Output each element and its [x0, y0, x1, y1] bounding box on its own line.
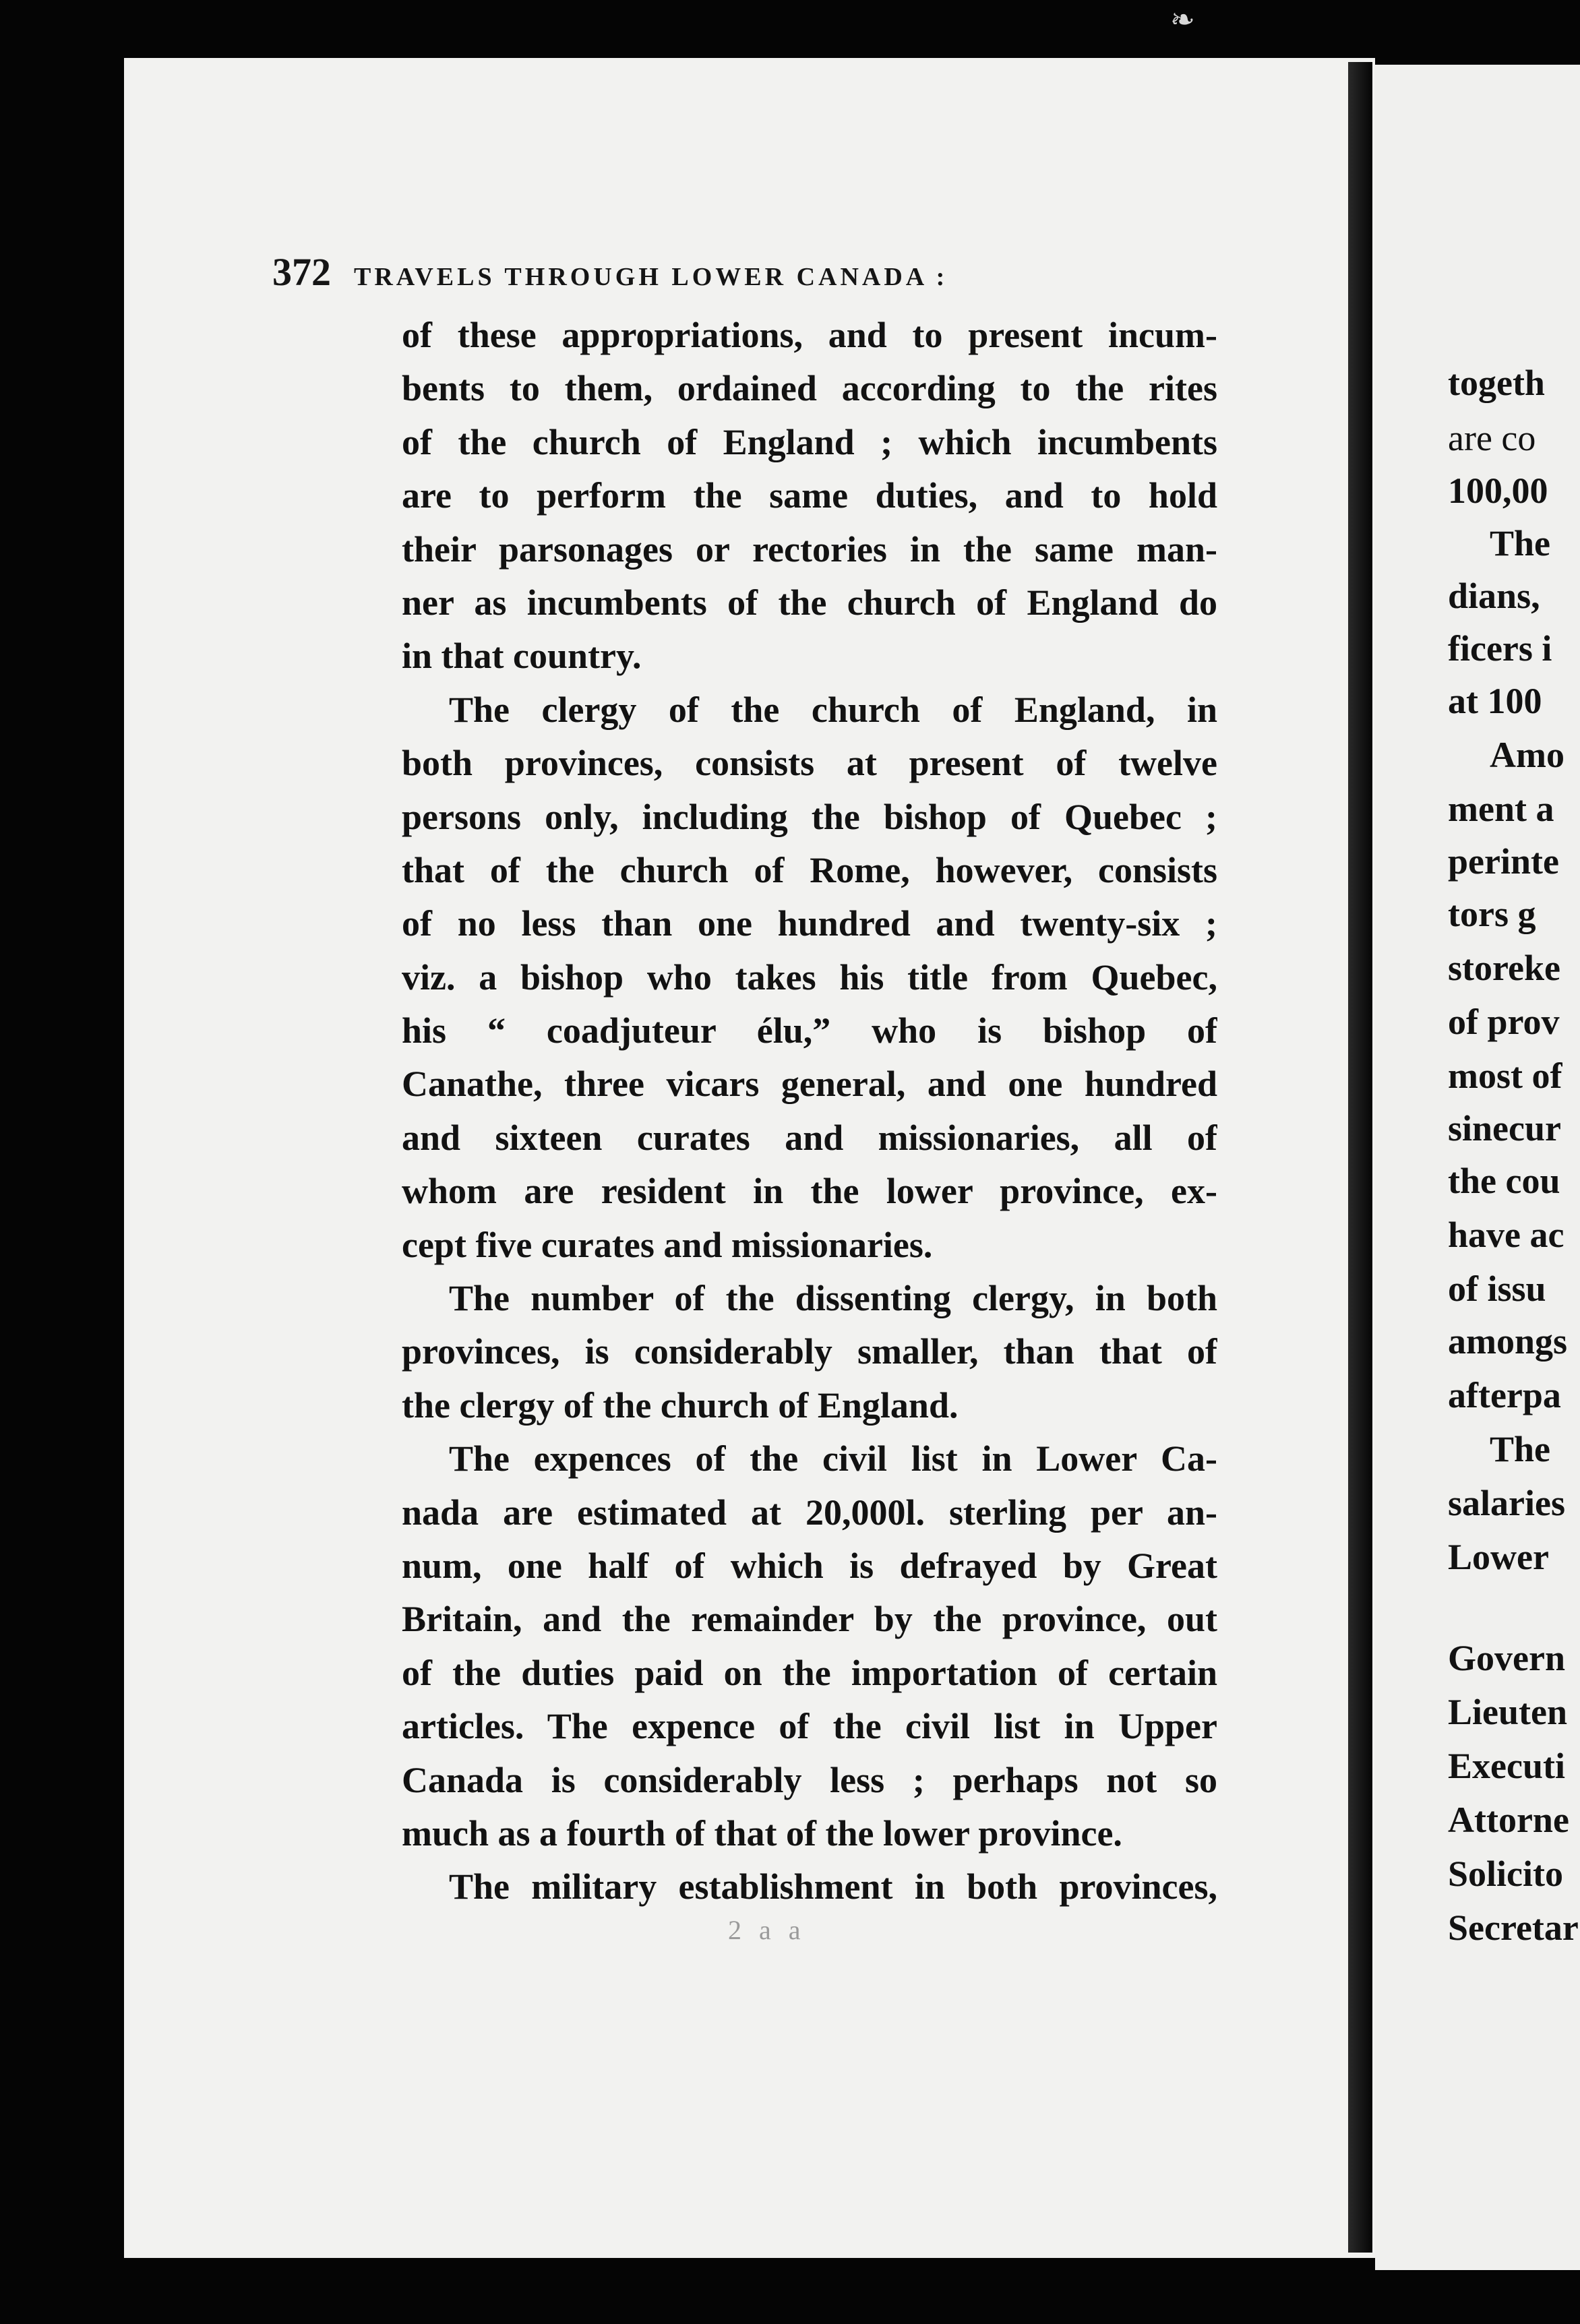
text-line: Britain, and the remainder by the province, out — [402, 1599, 1217, 1640]
facing-page-line: tors g — [1448, 894, 1536, 934]
text-line: nada are estimated at 20,000l. sterling per an- — [402, 1492, 1217, 1533]
facing-page-line: perinte — [1448, 841, 1559, 882]
facing-page-line: sinecur — [1448, 1108, 1561, 1149]
text-line: cept five curates and missionaries. — [402, 1224, 933, 1265]
facing-page-line: most of — [1448, 1056, 1562, 1096]
text-line: and sixteen curates and missionaries, all of — [402, 1117, 1217, 1158]
page-number: 372 — [272, 250, 331, 294]
facing-page-line: Executi — [1448, 1746, 1565, 1786]
text-line: much as a fourth of that of the lower province. — [402, 1812, 1122, 1854]
facing-page-line: 100,00 — [1448, 470, 1548, 511]
facing-page-line: Govern — [1448, 1638, 1565, 1678]
text-line: that of the church of Rome, however, consists — [402, 849, 1217, 890]
text-line: of these appropriations, and to present incum- — [402, 315, 1217, 355]
text-line: their parsonages or rectories in the same man- — [402, 528, 1217, 570]
facing-page-line: ment a — [1448, 789, 1554, 829]
text-line: Canathe, three vicars general, and one hundred — [402, 1064, 1217, 1105]
facing-page-line: The — [1490, 523, 1551, 563]
facing-page-line: the cou — [1448, 1161, 1560, 1201]
paragraph-start-line: The number of the dissenting clergy, in both — [449, 1278, 1217, 1319]
body-text — [402, 309, 1217, 1914]
text-line: his “ coadjuteur élu,” who is bishop of — [402, 1010, 1217, 1051]
facing-page-line: The — [1490, 1429, 1551, 1469]
facing-page-line: ficers i — [1448, 628, 1552, 669]
facing-page-line: Lieuten — [1448, 1692, 1568, 1732]
text-line: in that country. — [402, 636, 642, 677]
corner-ink-mark: ❧ — [1170, 3, 1195, 37]
facing-page-line: of prov — [1448, 1002, 1560, 1042]
text-line: the clergy of the church of England. — [402, 1384, 959, 1426]
paragraph-start-line: The military establishment in both provinces, — [449, 1866, 1217, 1907]
facing-page-line: Secretar — [1448, 1907, 1579, 1948]
text-line: provinces, is considerably smaller, than that of — [402, 1331, 1217, 1372]
facing-page-line: of issu — [1448, 1268, 1546, 1309]
text-line: both provinces, consists at present of twelve — [402, 743, 1217, 784]
book-gutter — [1348, 62, 1372, 2253]
text-line: are to perform the same duties, and to hold — [402, 475, 1217, 516]
text-line: Canada is considerably less ; perhaps not so — [402, 1759, 1217, 1800]
facing-page-line: Solicito — [1448, 1854, 1563, 1894]
facing-page-line: Attorne — [1448, 1800, 1569, 1840]
facing-page-line: have ac — [1448, 1215, 1564, 1255]
text-line: num, one half of which is defrayed by Great — [402, 1545, 1217, 1586]
text-line: persons only, including the bishop of Quebec ; — [402, 796, 1217, 837]
text-line: articles. The expence of the civil list in Upper — [402, 1706, 1217, 1747]
text-line: of the duties paid on the importation of certain — [402, 1652, 1217, 1693]
facing-page-line: togeth — [1448, 363, 1545, 403]
facing-page-line: Amo — [1490, 735, 1564, 775]
page-header — [272, 249, 1229, 310]
catchword: 2 a a — [728, 1915, 806, 1945]
text-line: of no less than one hundred and twenty-six ; — [402, 903, 1217, 944]
facing-page-line: amongs — [1448, 1321, 1568, 1362]
text-line: viz. a bishop who takes his title from Quebec, — [402, 956, 1217, 998]
paragraph-start-line: The expences of the civil list in Lower Ca- — [449, 1438, 1217, 1479]
text-line: whom are resident in the lower province, ex- — [402, 1171, 1217, 1212]
text-line: of the church of England ; which incumbents — [402, 421, 1217, 462]
text-line: ner as incumbents of the church of England do — [402, 582, 1217, 623]
paragraph-start-line: The clergy of the church of England, in — [449, 689, 1217, 730]
text-line: bents to them, ordained according to the rites — [402, 368, 1217, 409]
facing-page-line: Lower — [1448, 1537, 1549, 1577]
facing-page-line: dians, — [1448, 576, 1540, 616]
facing-page-line: storeke — [1448, 948, 1560, 988]
running-head: TRAVELS THROUGH LOWER CANADA : — [354, 263, 948, 291]
facing-page-line: afterpa — [1448, 1375, 1561, 1415]
facing-page-line: salaries — [1448, 1483, 1565, 1523]
facing-page-line: are co — [1448, 418, 1536, 458]
facing-page-line: at 100 — [1448, 681, 1542, 721]
